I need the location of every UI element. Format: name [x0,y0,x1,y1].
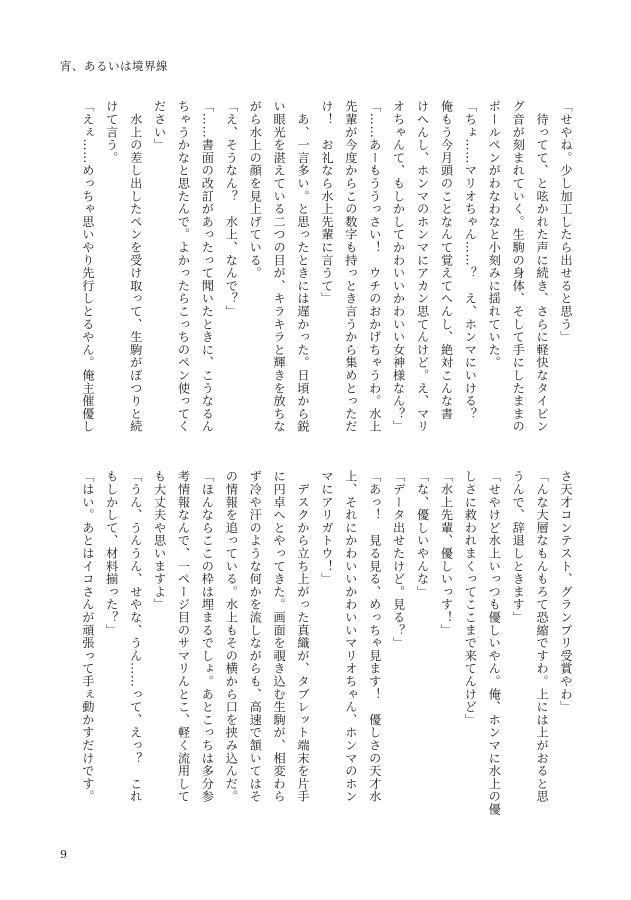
text-line: 「ほんならここの枠は埋まるでしょ。あとこっちは多分参 [200,470,215,803]
text-line: 「せやね。少し加工したら出せると思う」 [559,100,573,344]
text-line: グ音が刻まれていく。生駒の身体、そして手にしたままの [511,100,526,433]
running-header: 宵、あるいは境界線 [60,59,168,73]
text-line: 「……あーもううっさい！ ウチのおかげちゃうわ。水上 [367,100,382,433]
text-line: 「な、優しいやんな」 [415,470,430,598]
text-line: 考情報なんで、一ページ目のサマリんとこ、軽く流用して [176,470,191,803]
text-line: 「あっ！ 見る見る、めっちゃ見ます！ 優しさの天才水 [367,470,382,803]
text-line: もしかして、材料揃った？」 [104,470,119,637]
text-line: ださい」 [152,100,167,152]
text-line: あ、一言多い。と思ったときには遅かった。日頃から鋭 [296,100,311,433]
text-line: 「水上先輩、優しいっす！」 [439,470,454,637]
page-number: 9 [60,848,67,861]
text-line: がら水上の顔を見上げている。 [248,100,263,280]
text-line: い眼光を湛えている二つの目が、キラキラと輝きを放ちな [272,100,287,433]
text-line: に円卓へとやってきた。画面を覗き込む生駒が、相変わら [272,470,287,803]
text-line: 先輩が今度からこの数字も持っとき言うから集めとっただ [343,100,358,433]
text-line: うんで、辞退しときます」 [511,470,526,624]
text-line: 「えぇ……めっちゃ思いやり先行しとるやん。俺主催優し [80,100,95,433]
text-line: しさに救われまくってここまで来てんけど」 [463,470,478,726]
text-line: けへんし、ホンマのホンマにアカン思てんけど。え、マリ [415,100,430,433]
text-block-upper [80,100,577,433]
text-line: オちゃんて、もしかしてかわいいかわいい女神様なん？」 [391,100,406,433]
text-line: マにアリガトウ！」 [319,470,334,586]
text-line: けて言う。 [104,100,119,164]
text-line: も大丈夫や思いますよ」 [152,470,167,611]
text-line: デスクから立ち上がった真織が、タブレット端末を片手 [296,470,311,803]
text-line: 上、それにかわいいかわいいマリオちゃん、ホンマのホン [343,470,358,803]
text-line: 待ってて、と呟かれた声に続き、さらに軽快なタイピン [535,100,550,433]
text-line: 「せやけど水上いっつも優しいやん。俺、ホンマに水上の優 [487,470,502,816]
text-line: 「んな大層なもんもろて恐縮ですわ。上には上がおると思 [535,470,550,803]
text-line: ボールペンがわなわなと小刻みに揺れていた。 [487,100,502,369]
text-line: の情報を追っている。水上もその横から口を挟み込んだ。 [224,470,239,803]
text-line: 「え、そうなん？ 水上、なんで？」 [224,100,239,318]
text-line: け！ お礼なら水上先輩に言うて」 [319,100,334,305]
text-line: 俺もう今月頭のことなんて覚えてへんし、絶対こんな書 [439,100,454,420]
text-line: 「……書面の改訂があったって聞いたときに、こうなるん [200,100,215,433]
text-line: 「ちょ……マリオちゃん……？ え、ホンマにいける？ [463,100,478,420]
text-block-lower [80,470,577,816]
text-line: 「はい。あとはイコさんが頑張って手ぇ動かすだけです。 [80,470,95,803]
text-line: 「うん、うんうん、せやな、うん……って、えっ？ これ [128,470,143,803]
text-line: 水上の差し出したペンを受け取って、生駒がぽつりと続 [128,100,143,433]
text-line: さ天才コンテスト、グランプリ受賞やわ」 [559,470,573,714]
text-line: ちゃうかなと思たんで。よかったらこっちのペン使ってく [176,100,191,433]
text-line: 「データ出せたけど。見る？」 [391,470,406,650]
text-line: ず冷や汗のような何かを流しながらも、高速で頷いてはそ [248,470,263,803]
